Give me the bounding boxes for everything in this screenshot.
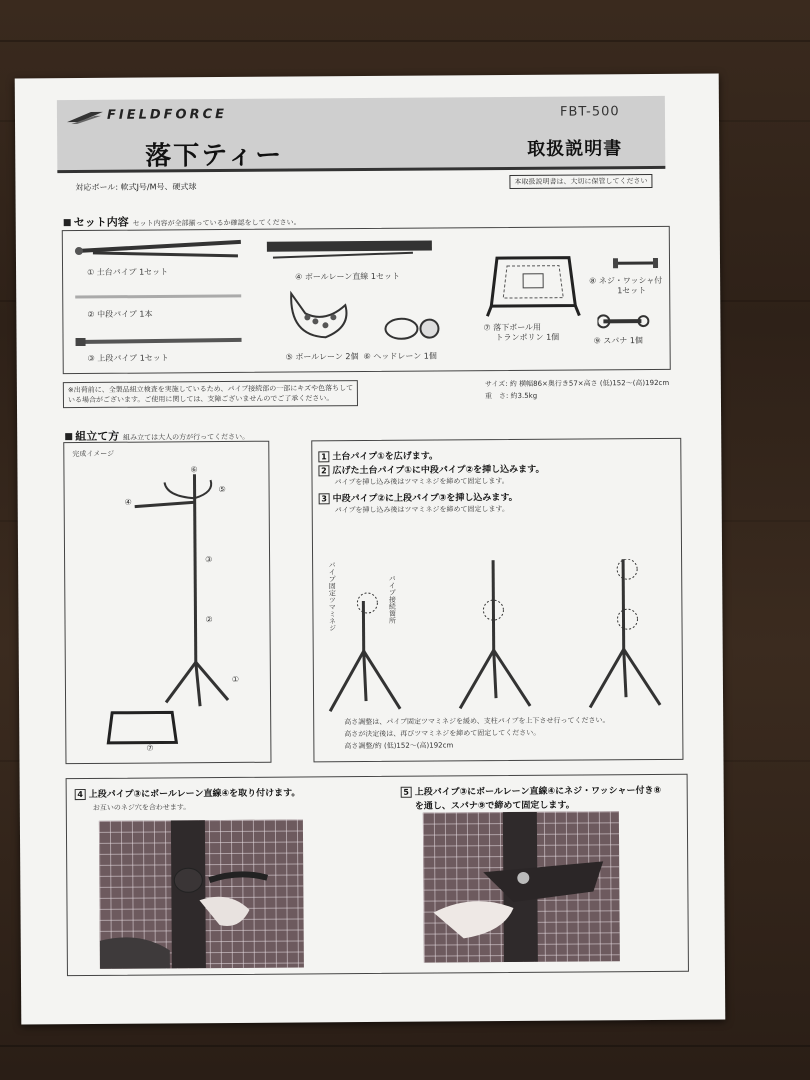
shipping-note: ※出荷前に、全製品組立検査を実施しているため、パイプ接続部の一部にキズや色落ちして いる場合がございます。ご使用に関しては、支障ございませんのでご了承ください。 (63, 380, 358, 408)
item-7-label-2: トランポリン 1個 (495, 332, 560, 343)
ball-lane-straight-illustration (263, 235, 438, 266)
step-2-text: 2 広げた土台パイプ①に中段パイプ②を挿し込みます。 (318, 462, 544, 477)
step-4-photo (99, 819, 304, 968)
base-pipe-illustration (73, 236, 243, 263)
assembly-steps-illustration (323, 559, 674, 721)
step-4-text: 4 上段パイプ③にボールレーン直線④を取り付けます。 (75, 785, 301, 800)
weight-spec: 重 さ: 約3.5kg (484, 391, 538, 401)
svg-text:②: ② (205, 615, 213, 625)
step-5-text-1: 5 上段パイプ③にボールレーン直線④にネジ・ワッシャー付き⑧ (401, 783, 661, 798)
middle-pipe-illustration (73, 292, 243, 301)
knob-label: パイプ固定ツマミネジ (328, 561, 337, 632)
assembled-tee-illustration (94, 462, 256, 753)
size-spec: サイズ: 約 横幅86×奥行き57×高さ (低)152〜(高)192cm (484, 378, 670, 389)
item-5-label: ⑤ ボールレーン 2個 (285, 352, 359, 362)
compatible-ball: 対応ボール: 軟式J号/M号、硬式球 (75, 182, 197, 193)
model-number: FBT-500 (559, 104, 620, 120)
item-8-label-2: 1セット (617, 286, 647, 296)
height-note-3: 高さ調整/約 (低)152〜(高)192cm (344, 741, 454, 751)
fieldforce-logo-icon (67, 110, 103, 124)
svg-text:④: ④ (124, 497, 132, 507)
item-4-label: ④ ボールレーン直線 1セット (295, 271, 400, 282)
step-1-text: 1 土台パイプ①を広げます。 (318, 449, 438, 463)
assembly-heading: 組立て方 組み立ては大人の方が行ってください。 (65, 427, 249, 444)
height-note-1: 高さ調整は、パイプ固定ツマミネジを緩め、支柱パイプを上下させ行ってください。 (344, 716, 610, 727)
head-lane-illustration (381, 312, 441, 342)
keep-notice: 本取扱説明書は、大切に保管してください (509, 174, 652, 189)
svg-text:③: ③ (205, 555, 213, 565)
steps-4-5-box (66, 774, 689, 976)
joint-label: パイプ接続箇所 (388, 574, 397, 624)
item-3-label: ③ 上段パイプ 1セット (87, 353, 169, 363)
upper-pipe-illustration (74, 336, 244, 347)
contents-heading: セット内容 セット内容が全部揃っているか確認をしてください。 (64, 212, 301, 230)
svg-text:⑤: ⑤ (218, 485, 226, 495)
step-5-text-2: を通し、スパナ⑨で締めて固定します。 (414, 800, 575, 812)
trampoline-illustration (483, 248, 583, 319)
brand-name: FIELDFORCE (106, 106, 228, 123)
spanner-illustration (597, 313, 649, 329)
svg-text:⑥: ⑥ (190, 465, 198, 475)
item-9-label: ⑨ スパナ 1個 (593, 336, 643, 346)
item-8-label-1: ⑧ ネジ・ワッシャ付 (589, 275, 663, 286)
svg-text:⑦: ⑦ (146, 743, 154, 753)
height-note-2: 高さが決定後は、再びツマミネジを締めて固定してください。 (344, 728, 541, 739)
screw-illustration (613, 257, 659, 269)
item-7-label-1: ⑦ 落下ボール用 (483, 322, 542, 333)
contents-box (62, 226, 671, 374)
item-2-label: ② 中段パイプ 1本 (87, 309, 153, 319)
step-2-subtext: パイプを挿し込み後はツマミネジを締めて固定します。 (334, 477, 509, 487)
product-title: 落下ティー (145, 140, 284, 172)
item-1-label: ① 土台パイプ 1セット (87, 267, 169, 277)
steps-1-3-box (311, 438, 683, 763)
svg-text:①: ① (231, 674, 240, 684)
item-6-label: ⑥ ヘッドレーン 1個 (363, 351, 437, 362)
step-5-photo (423, 811, 620, 962)
ball-lane-illustration (285, 287, 355, 343)
complete-image-box (63, 441, 271, 764)
instruction-sheet (15, 74, 726, 1025)
step-3-subtext: パイプを挿し込み後はツマミネジを締めて固定します。 (334, 505, 509, 515)
manual-label: 取扱説明書 (527, 138, 623, 160)
complete-image-label: 完成イメージ (72, 449, 115, 459)
step-3-text: 3 中段パイプ②に上段パイプ③を挿し込みます。 (319, 490, 518, 504)
step-4-subtext: お互いのネジ穴を合わせます。 (92, 803, 191, 812)
